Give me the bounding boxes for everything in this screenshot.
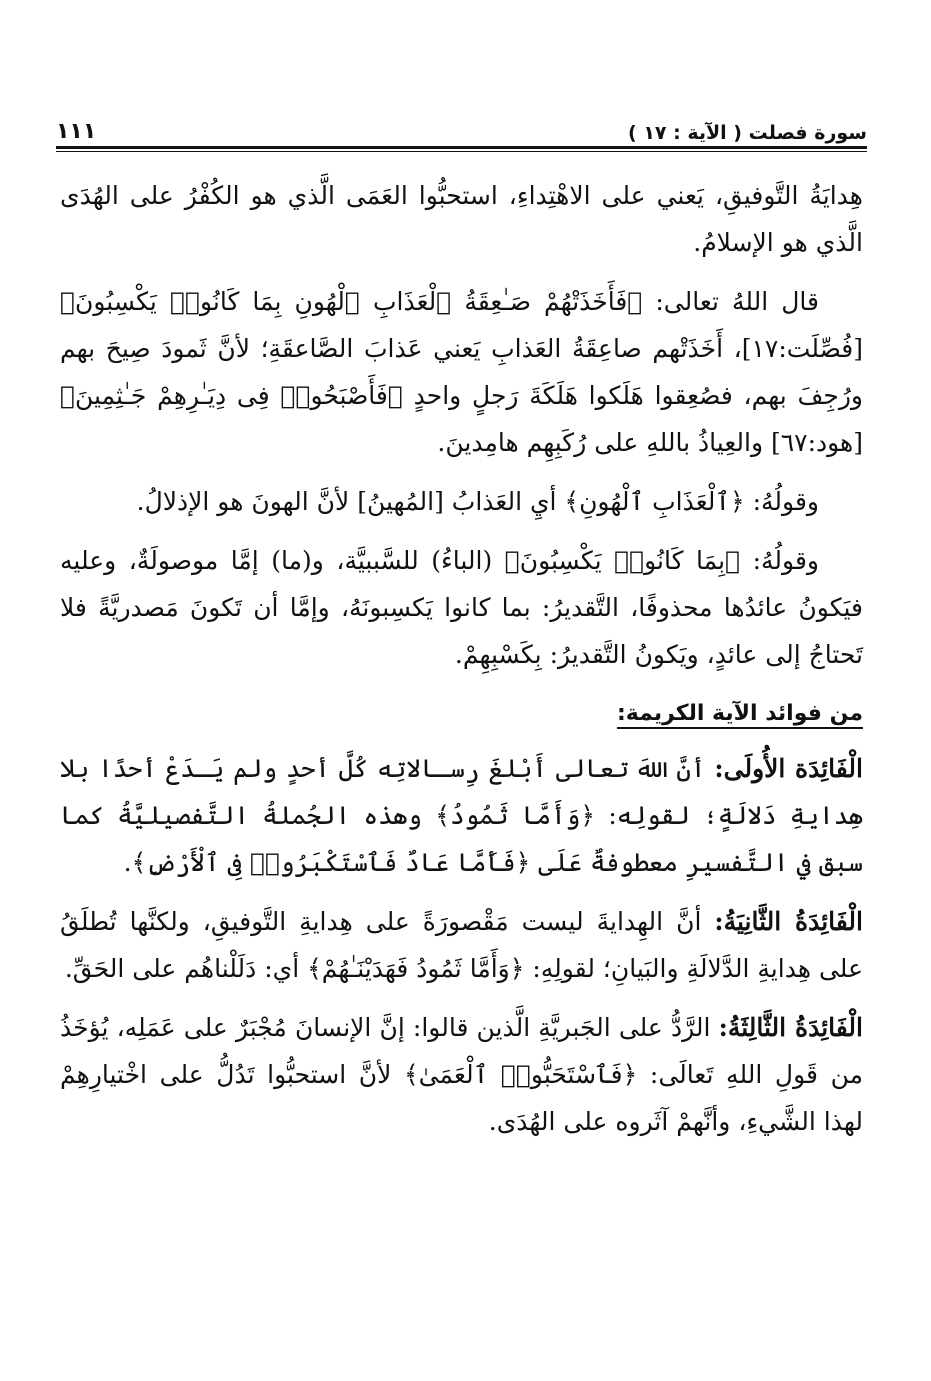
benefit-lead: الْفَائِدَة الأُولَى:	[714, 754, 863, 783]
benefit-lead: الْفَائِدَةُ الثَّالِثَةُ:	[718, 1013, 863, 1042]
surah-title: سورة فصلت ( الآية : ١٧ )	[628, 122, 867, 144]
paragraph: وقولُهُ: ﴿بِمَا كَانُوا۟ يَكْسِبُونَ﴾ (الباءُ) للسَّببيَّة، و(ما) إمَّا موصولَةٌ، وعليه فيَكونُ عائدُها محذوفًا، التَّقديرُ: بما كانوا يَكسِبونَهُ، وإمَّا أن تَكونَ مَصدريَّةً فلا تَحتاجُ إلى عائدٍ، ويَكونُ التَّقديرُ: بِكَسْبِهِمْ.	[60, 546, 863, 669]
benefit-text: الرَّدُّ على الجَبريَّةِ الَّذين قالوا: إنَّ الإنسانَ مُجْبَرٌ على عَمَلِه، يُؤخَذُ من قَولِ اللهِ تَعالَى: ﴿فَٱسْتَحَبُّوا۟ ٱلْعَمَىٰ﴾ لأنَّ استحبُّوا تَدُلُّ على اخْتيارِهِمْ لهذا الشَّيءِ، وأنَّهمْ آثَروه على الهُدَى.	[60, 1013, 863, 1136]
paragraph: قال اللهُ تعالى: ﴿فَأَخَذَتْهُمْ صَـٰعِقَةُ ٱلْعَذَابِ ٱلْهُونِ بِمَا كَانُوا۟ يَكْسِبُونَ﴾ [فُصِّلَت:١٧]، أَخَذَتْهم صاعِقَةُ العَذابِ يَعني عَذابَ الصَّاعقَةِ؛ لأنَّ ثَمودَ صِيحَ بهم ورُجِفَ بهم، فصُعِقوا هَلَكوا هَلَكَةَ رَجلٍ واحدٍ ﴿فَأَصْبَحُوا۟ فِى دِيَـٰرِهِمْ جَـٰثِمِينَ﴾ [هود:٦٧] والعِياذُ باللهِ على رُكَبِهِم هامِدينَ.	[60, 287, 863, 457]
paragraph: هِدايَةُ التَّوفيقِ، يَعني على الاهْتِداءِ، استحبُّوا العَمَى الَّذي هو الكُفْرُ على الهُدَى الَّذي هو الإسلامُ.	[60, 181, 863, 257]
header-rule	[56, 146, 867, 152]
benefit-lead: الْفَائِدَةُ الثَّانِيَةُ:	[714, 907, 863, 936]
benefit-paragraph	[60, 745, 863, 886]
benefit-text: أنَّ اللهَ تعالى أَبْلغَ رِسـالاتِه كُلَّ أحدٍ ولم يَـدَعْ أحدًا بلا هِدايةِ دَلالَةٍ؛ لقولِه: ﴿وَأَمَّا ثَمُودُ﴾ وهذه الجُملةُ التَّفصيليَّةُ كما سبق في التَّفسيرِ معطوفةٌ عَلَى ﴿فَأَمَّا عَادٌ فَٱسْتَكْبَرُوا۟ فِى ٱلْأَرْضِ﴾.	[60, 754, 863, 877]
benefit-text: أنَّ الهِدايةَ ليست مَقْصورَةً على هِدايةِ التَّوفيقِ، ولكنَّها تُطلَقُ على هِدايةِ الدَّلالَةِ والبَيانِ؛ لقولِهِ: ﴿وَأَمَّا ثَمُودُ فَهَدَيْنَـٰهُمْ﴾ أي: دَلَلْناهُم على الحَقِّ.	[60, 907, 863, 983]
page-header	[56, 110, 867, 144]
paragraph: وقولُهُ: ﴿ٱلْعَذَابِ ٱلْهُونِ﴾ أيِ العَذابُ [المُهينُ] لأنَّ الهونَ هو الإذلالُ.	[136, 487, 819, 516]
page-body	[60, 172, 863, 1157]
benefit-paragraph	[60, 898, 863, 992]
page-number: ١١١	[56, 119, 97, 144]
benefits-heading: من فوائد الآية الكريمة:	[616, 701, 863, 726]
benefit-paragraph	[60, 1004, 863, 1145]
